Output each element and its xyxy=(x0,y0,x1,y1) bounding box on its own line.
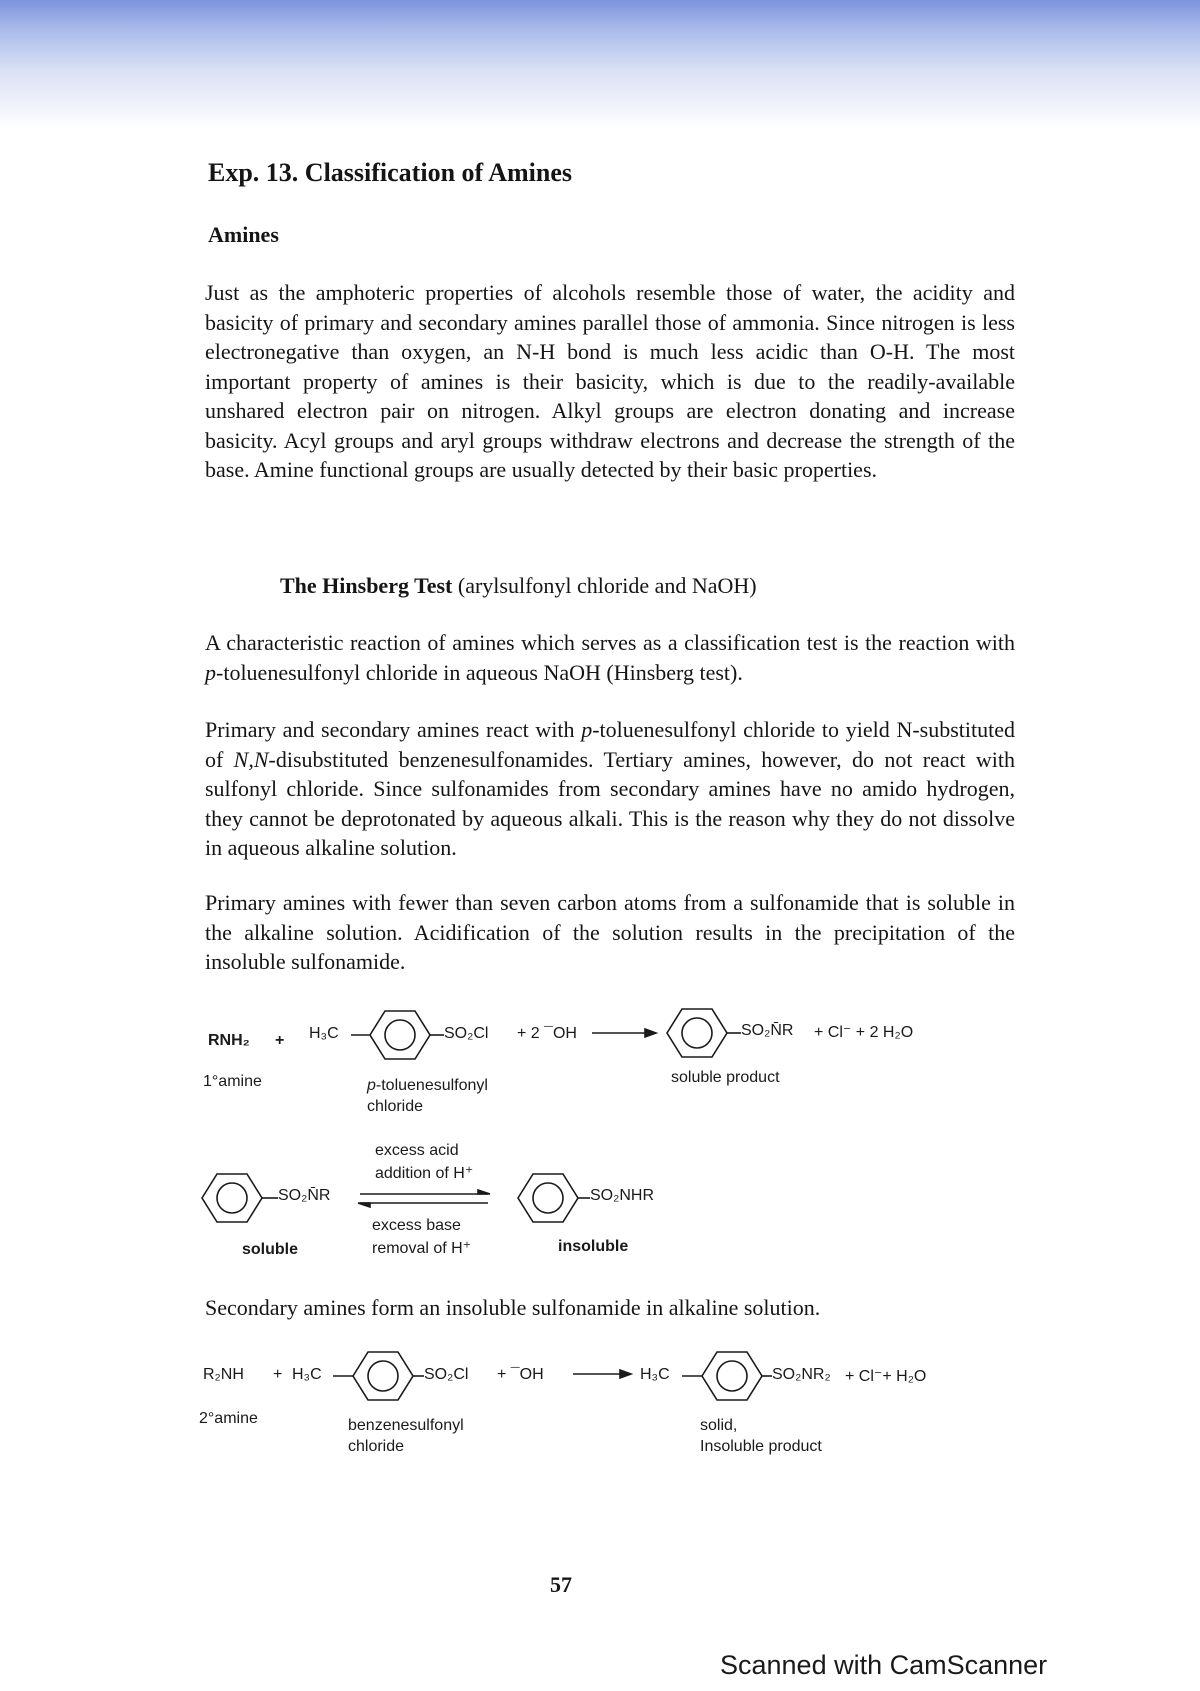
text-run: benzenesulfonyl xyxy=(348,1417,464,1434)
soluble-product-label: soluble product xyxy=(671,1069,780,1086)
intro-paragraph: Just as the amphoteric properties of alcohols resemble those of water, the acidity and basicity of primary and secondary amines parallel those of ammonia. Since nitrogen is less electronegative than oxygen, an N-H bond is much less acidic than O-H. The most important property of amines is their basicity, which is due to the readily-available unshared electron pair on nitrogen. Alkyl groups are electron donating and increase basicity. Acyl groups and aryl groups withdraw electrons and decrease the strength of the base. Amine functional groups are usually detected by their basic properties. xyxy=(205,280,1015,482)
reaction-arrow-icon xyxy=(592,1029,656,1037)
byproducts-label: + Cl⁻ + 2 H₂O xyxy=(814,1024,914,1041)
text-run-italic: p xyxy=(367,1077,376,1094)
text-run: addition of H⁺ xyxy=(375,1165,474,1182)
r2nh-label: R₂NH xyxy=(203,1366,244,1383)
methyl-label: H₃C xyxy=(292,1366,322,1383)
equilibrium-arrows-icon xyxy=(358,1190,490,1207)
primary-amine-label: 1°amine xyxy=(203,1073,262,1090)
benzene-ring-icon xyxy=(353,1352,413,1400)
rnh2-label: RNH₂ xyxy=(208,1032,250,1049)
text-run: excess acid xyxy=(375,1142,459,1159)
base-condition-label xyxy=(372,1214,471,1260)
reagent-label xyxy=(348,1415,464,1457)
plus-sign: + xyxy=(273,1366,283,1383)
section-subtitle: Amines xyxy=(208,222,279,247)
text-run: Insoluble product xyxy=(700,1438,822,1455)
paragraph-characteristic xyxy=(205,628,1015,687)
hinsberg-heading-rest: (arylsulfonyl chloride and NaOH) xyxy=(452,573,757,598)
insoluble-label: insoluble xyxy=(558,1238,629,1255)
text-run: -toluenesulfonyl chloride to yield N-substituted of xyxy=(205,717,1015,772)
scan-top-shadow xyxy=(0,0,1200,130)
plus-sign: + xyxy=(275,1032,285,1049)
text-run: solid, xyxy=(700,1417,738,1434)
text-run: -disubstituted benzenesulfonamides. Tertiary amines, however, do not react with sulfonyl chloride. Since sulfonamides from secondary amines have no amido hydrogen, they cannot be deprotonated by aqueous alkali. This is the reason why they do not dissolve in aqueous alkaline solution. xyxy=(205,746,1015,860)
paragraph-primary-secondary xyxy=(205,715,1015,863)
product-label: SO₂N̄R xyxy=(741,1022,794,1039)
text-run: chloride xyxy=(367,1098,424,1115)
sulfonyl-chloride-label: SO₂Cl xyxy=(424,1366,469,1383)
byproducts-label: + Cl⁻+ H₂O xyxy=(845,1368,927,1385)
text-run-italic: p xyxy=(581,717,593,742)
insoluble-product-label xyxy=(700,1415,822,1457)
hydroxide-label: + 2 ¯OH xyxy=(517,1025,577,1042)
text-run: -toluenesulfonyl xyxy=(375,1077,488,1094)
secondary-amine-label: 2°amine xyxy=(199,1410,258,1427)
hinsberg-heading-bold: The Hinsberg Test xyxy=(280,573,453,598)
scanner-watermark: Scanned with CamScanner xyxy=(720,1650,1048,1680)
paragraph-primary-amines: Primary amines with fewer than seven carbon atoms from a sulfonamide that is soluble in the alkaline solution. Acidification of the solution results in the precipitation of the insoluble sulfonamide. xyxy=(205,890,1015,974)
methyl-label: H₃C xyxy=(309,1025,339,1042)
acid-condition-label xyxy=(375,1139,473,1185)
benzene-ring-icon xyxy=(518,1174,578,1222)
hydroxide-label: + ¯OH xyxy=(497,1366,544,1383)
text-run: -toluenesulfonyl chloride in aqueous NaOH (Hinsberg test). xyxy=(216,659,743,685)
anion-sulfonamide-label: SO₂N̄R xyxy=(278,1187,331,1204)
text-run-italic: N,N xyxy=(233,746,269,772)
reaction-arrow-icon xyxy=(573,1370,631,1378)
soluble-label: soluble xyxy=(242,1241,299,1258)
benzene-ring-icon xyxy=(202,1174,262,1222)
text-run: Primary and secondary amines react with xyxy=(205,717,582,742)
neutral-sulfonamide-label: SO₂NHR xyxy=(590,1187,654,1204)
reagent-label xyxy=(367,1075,488,1117)
page-number: 57 xyxy=(550,1572,572,1597)
text-run: removal of H⁺ xyxy=(372,1240,472,1257)
sulfonyl-chloride-label: SO₂Cl xyxy=(444,1025,489,1042)
benzene-ring-icon xyxy=(702,1352,762,1400)
benzene-ring-icon xyxy=(370,1011,430,1059)
paragraph-secondary-amines: Secondary amines form an insoluble sulfonamide in alkaline solution. xyxy=(205,1295,821,1320)
hinsberg-heading xyxy=(280,573,757,599)
page-title: Exp. 13. Classification of Amines xyxy=(208,158,573,187)
text-run: A characteristic reaction of amines which serves as a classification test is the reaction with xyxy=(205,630,1015,655)
text-run-italic: p xyxy=(205,659,216,685)
product-label: SO₂NR₂ xyxy=(772,1366,831,1383)
text-run: excess base xyxy=(372,1217,461,1234)
benzene-ring-icon xyxy=(667,1009,727,1057)
text-run: chloride xyxy=(348,1438,405,1455)
methyl-label: H₃C xyxy=(640,1366,670,1383)
